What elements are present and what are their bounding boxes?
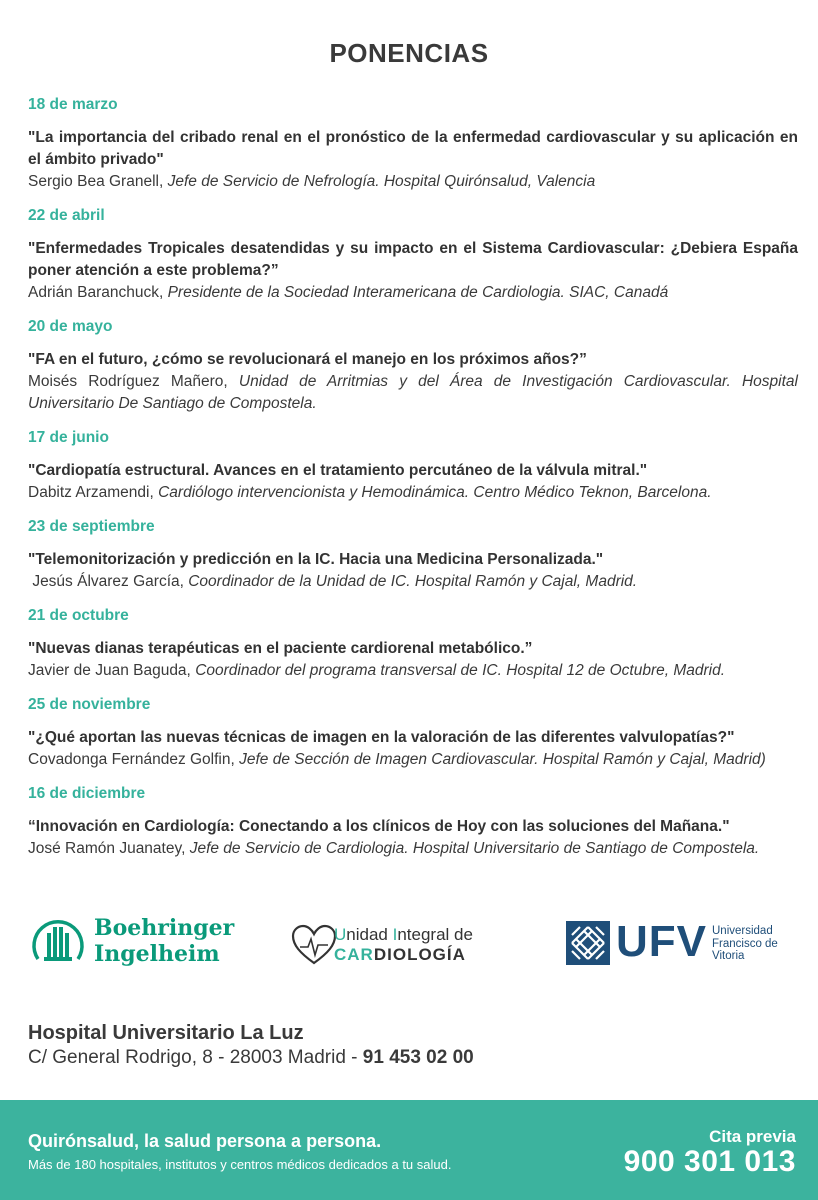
- uic-line-2: CARDIOLOGÍA: [334, 945, 466, 964]
- talk-item: [28, 425, 798, 504]
- talk-date: 22 de abril: [28, 207, 105, 224]
- footer-subtext: Más de 180 hospitales, institutos y centros médicos dedicados a tu salud.: [28, 1157, 452, 1172]
- speaker-affiliation: Unidad de Arritmias y del Área de Investigación Cardiovascular. Hospital Universitario De Santiago de Compostela.: [28, 373, 798, 412]
- hospital-name: Hospital Universitario La Luz: [28, 1022, 304, 1044]
- footer-slogan: Quirónsalud, la salud persona a persona.: [28, 1131, 382, 1151]
- speaker-affiliation: Presidente de la Sociedad Interamericana de Cardiologia. SIAC, Canadá: [167, 284, 669, 301]
- talk-speaker: [28, 282, 798, 304]
- talk-item: [28, 92, 798, 193]
- talk-item: [28, 514, 798, 593]
- talk-date: 17 de junio: [28, 429, 109, 446]
- speaker-affiliation: Cardiólogo intervencionista y Hemodinámica. Centro Médico Teknon, Barcelona.: [158, 484, 712, 501]
- hospital-phone: 91 453 02 00: [362, 1047, 474, 1068]
- talk-date: 25 de noviembre: [28, 696, 151, 713]
- talk-title: "Nuevas dianas terapéuticas en el paciente cardiorenal metabólico.”: [28, 640, 533, 657]
- ufv-subtitle: Universidad Francisco de Vitoria: [712, 925, 778, 962]
- boehringer-mark-icon: [30, 913, 86, 969]
- talks-list: [28, 92, 798, 860]
- talk-title: “Innovación en Cardiología: Conectando a los clínicos de Hoy con las soluciones del Mañana.": [28, 818, 730, 835]
- ufv-mark-icon: [566, 921, 610, 965]
- talk-date: 16 de diciembre: [28, 785, 146, 802]
- boehringer-ingelheim-logo: [30, 913, 235, 973]
- talk-title: "Telemonitorización y predicción en la IC. Hacia una Medicina Personalizada.": [28, 551, 604, 568]
- talk-title: "Enfermedades Tropicales desatendidas y su impacto en el Sistema Cardiovascular: ¿Debiera España poner atención a este problema?”: [28, 240, 798, 279]
- speaker-name: Covadonga Fernández Golfin,: [28, 751, 235, 768]
- boehringer-wordmark: Boehringer Ingelheim: [94, 915, 235, 967]
- talk-item: [28, 781, 798, 860]
- speaker-name: Adrián Baranchuck,: [28, 284, 164, 301]
- talk-speaker: [28, 838, 798, 860]
- speaker-name: José Ramón Juanatey,: [28, 840, 186, 857]
- sponsor-logos: [0, 905, 818, 980]
- talk-speaker: [28, 171, 798, 193]
- talk-item: [28, 203, 798, 304]
- speaker-affiliation: Coordinador del programa transversal de IC. Hospital 12 de Octubre, Madrid.: [195, 662, 726, 679]
- talk-speaker: [28, 749, 798, 771]
- speaker-name: Jesús Álvarez García,: [32, 573, 184, 590]
- talk-item: [28, 692, 798, 771]
- talk-date: 21 de octubre: [28, 607, 129, 624]
- talk-date: 20 de mayo: [28, 318, 113, 335]
- talk-date: 18 de marzo: [28, 96, 118, 113]
- talk-item: [28, 314, 798, 415]
- talk-speaker: [28, 660, 798, 682]
- footer-banner: [0, 1100, 818, 1200]
- uic-line-1: Unidad Integral de: [334, 925, 473, 944]
- speaker-affiliation: Jefe de Servicio de Nefrología. Hospital Quirónsalud, Valencia: [167, 173, 596, 190]
- talk-title: "¿Qué aportan las nuevas técnicas de imagen en la valoración de las diferentes valvulopatías?": [28, 729, 735, 746]
- heart-ecg-icon: [290, 923, 338, 967]
- speaker-name: Moisés Rodríguez Mañero,: [28, 373, 228, 390]
- ufv-logo: [566, 917, 796, 969]
- talk-title: "FA en el futuro, ¿cómo se revolucionará el manejo en los próximos años?”: [28, 351, 587, 368]
- talk-speaker: [28, 371, 798, 415]
- talk-title: "La importancia del cribado renal en el pronóstico de la enfermedad cardiovascular y su aplicación en el ámbito privado": [28, 129, 798, 168]
- talk-speaker: [28, 482, 798, 504]
- ufv-wordmark: UFV: [616, 917, 707, 966]
- hospital-address: C/ General Rodrigo, 8 - 28003 Madrid - 91 453 02 00: [28, 1047, 474, 1068]
- speaker-name: Sergio Bea Granell,: [28, 173, 164, 190]
- speaker-affiliation: Coordinador de la Unidad de IC. Hospital Ramón y Cajal, Madrid.: [188, 573, 638, 590]
- talk-item: [28, 603, 798, 682]
- speaker-name: Dabitz Arzamendi,: [28, 484, 154, 501]
- cita-previa-phone: 900 301 013: [623, 1145, 796, 1178]
- page-title: PONENCIAS: [329, 38, 489, 68]
- talk-date: 23 de septiembre: [28, 518, 155, 535]
- unidad-integral-cardiologia-logo: [290, 923, 500, 971]
- talk-title: "Cardiopatía estructural. Avances en el tratamiento percutáneo de la válvula mitral.": [28, 462, 648, 479]
- speaker-affiliation: Jefe de Sección de Imagen Cardiovascular. Hospital Ramón y Cajal, Madrid): [239, 751, 766, 768]
- cita-previa-label: Cita previa: [709, 1127, 796, 1146]
- speaker-name: Javier de Juan Baguda,: [28, 662, 191, 679]
- speaker-affiliation: Jefe de Servicio de Cardiologia. Hospital Universitario de Santiago de Compostela.: [189, 840, 760, 857]
- talk-speaker: [28, 571, 798, 593]
